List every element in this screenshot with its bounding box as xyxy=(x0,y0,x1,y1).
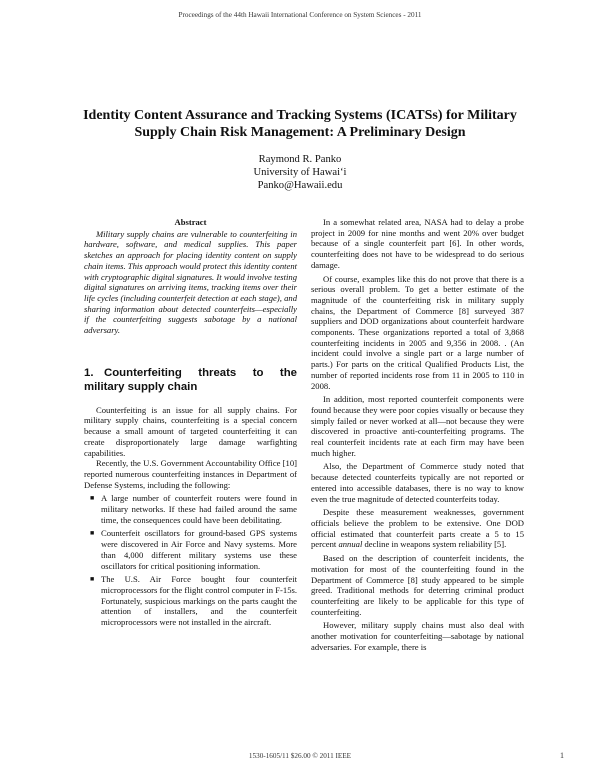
bullet-icon: ■ xyxy=(90,529,95,538)
section-1-heading: Counterfeiting threats to the military supply chain xyxy=(84,366,297,393)
section-1-paragraph-1: Counterfeiting is an issue for all supply chains. For military supply chains, counterfeiting is a special concern because a small amount of targeted counterfeiting it can create disproportionately large damage warfighting capabilities. xyxy=(84,404,297,458)
bullet-icon: ■ xyxy=(90,494,95,503)
author-name: Raymond R. Panko xyxy=(258,154,342,165)
page-number: 1 xyxy=(560,751,564,760)
right-paragraph-4: Also, the Department of Commerce study noted that because detected counterfeits typically are not reported or entered into accessible databases, there is no way to know even the true magnitude of detected counterfeits today. xyxy=(311,461,524,504)
right-paragraph-5: Despite these measurement weaknesses, government officials believe the problem to be extensive. One DOD official estimated that counterfeit parts create a 5 to 15 percent annual decline in weapons system reliability [5]. xyxy=(311,507,524,550)
author-block xyxy=(150,153,450,192)
author-affiliation: University of Hawai‘i xyxy=(253,167,347,178)
copyright-footer: 1530-1605/11 $26.00 © 2011 IEEE xyxy=(248,752,352,760)
list-item: ■ The U.S. Air Force bought four counterfeit microprocessors for the flight control computer in F-15s. Fortunately, suspicious markings on the parts caught the attention of installers, and the counterfeit microprocessors were not installed in the aircraft. xyxy=(90,574,297,628)
abstract-text: Military supply chains are vulnerable to counterfeiting in hardware, software, and medical supplies. This paper sketches an approach for placing identity content on supply chain items. This approach would protect this identity content with cryptographic digital signatures. It would involve testing digital signatures on arriving items, tracking items over their life cycles (including counterfeit detection at each stage), and sharing information about detected counterfeits—especially if the counterfeiting suggests sabotage by a national adversary. xyxy=(84,228,297,336)
author-email: Panko@Hawaii.edu xyxy=(257,180,343,191)
right-paragraph-6: Based on the description of counterfeit incidents, the motivation for most of the counterfeiting found in the Department of Commerce [8] study appeared to be simple greed. Traditional methods for deterring criminal product counterfeiting are likely to be applicable for this type of counterfeiting. xyxy=(311,553,524,617)
right-paragraph-2: Of course, examples like this do not prove that there is a serious overall problem. To get a better estimate of the magnitude of the counterfeiting risk in military supply chains, the Department of Commerce [8] surveyed 387 suppliers and DOD organizations about counterfeit hardware components. These organizations reported a total of 3,868 counterfeiting incidents in 2005 and 9,356 in 2008. . (An incident could involve a single part or a large number of parts.) For parts on the critical Qualified Products List, the number of reported incidents rose from 11 in 2005 to 110 in 2008. xyxy=(311,273,524,391)
right-paragraph-7: However, military supply chains must also deal with another motivation for counterfeiting—sabotage by national adversaries. For example, there is xyxy=(311,620,524,652)
right-column xyxy=(311,217,524,652)
list-item: ■ A large number of counterfeit routers were found in military networks. If these had failed around the same time, the consequences could have been debilitating. xyxy=(90,493,297,525)
section-1-number: 1. xyxy=(84,366,94,379)
section-1-title xyxy=(84,366,297,394)
paper-title: Identity Content Assurance and Tracking Systems (ICATSs) for Military Supply Chain Risk Management: A Preliminary Design xyxy=(83,108,517,140)
right-paragraph-1: In a somewhat related area, NASA had to delay a probe project in 2009 for nine months and went 20% over budget because of a single counterfeit part [6]. In other words, counterfeiting does not have to be widespread to do serious damage. xyxy=(311,217,524,270)
right-paragraph-3: In addition, most reported counterfeit components were found because they were poor copies visually or because they simply failed or never worked at all—not because they were discovered in proactive anti-counterfeiting programs. The real counterfeit incidents rate at each firm may have been much higher. xyxy=(311,394,524,458)
left-column xyxy=(84,217,297,631)
list-item: ■ Counterfeit oscillators for ground-based GPS systems were discovered in Air Force and Navy systems. More than 4,000 different military systems use these oscillators for critical positioning information. xyxy=(90,528,297,571)
abstract-heading: Abstract xyxy=(174,217,207,227)
section-1-paragraph-2: Recently, the U.S. Government Accountability Office [10] reported numerous counterfeiting instances in Department of Defense Systems, including the following: xyxy=(84,458,297,490)
bullet-icon: ■ xyxy=(90,575,95,584)
gao-examples-list xyxy=(84,493,297,627)
emphasis-annual: annual xyxy=(338,539,363,550)
proceedings-header: Proceedings of the 44th Hawaii International Conference on System Sciences - 2011 xyxy=(178,11,422,19)
